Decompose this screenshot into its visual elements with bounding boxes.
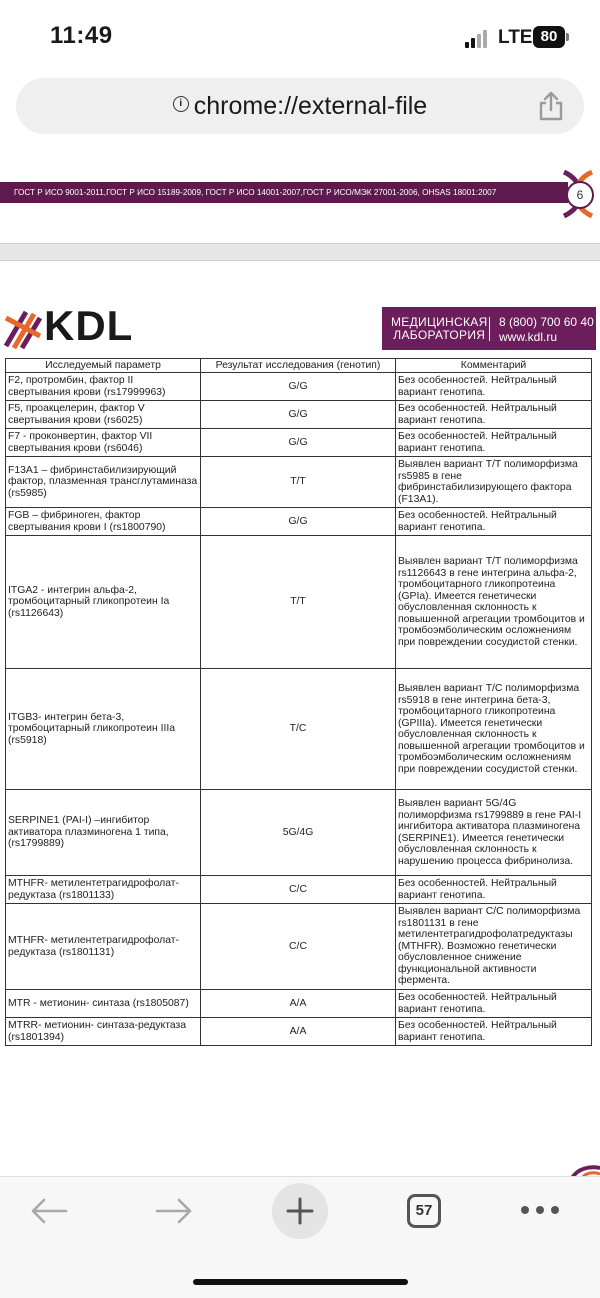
genotype-results-table (5, 358, 592, 1046)
table-row (6, 508, 592, 536)
result-cell: C/C (201, 904, 396, 990)
battery-tip (566, 33, 569, 41)
lab-banner (382, 307, 596, 350)
lab-divider (489, 317, 490, 341)
param-cell: F13A1 – фибринстабилизирующий фактор, плазменная трансглутаминаза (rs5985) (6, 457, 201, 508)
param-cell: SERPINE1 (PAI-I) –ингибитор активатора плазминогена 1 типа, (rs1799889) (6, 790, 201, 876)
result-cell: C/C (201, 876, 396, 904)
comment-cell: Выявлен вариант T/T полиморфизма rs5985 в гене фибринстабилизирующего фактора (F13A1). (396, 457, 592, 508)
signal-icon (465, 30, 493, 48)
lab-website: www.kdl.ru (499, 330, 558, 344)
param-cell: MTHFR- метилентетрагидрофолат-редуктаза (rs1801131) (6, 904, 201, 990)
table-row (6, 876, 592, 904)
share-icon[interactable] (536, 90, 566, 122)
param-cell: F2, протромбин, фактор II свертывания крови (rs17999963) (6, 373, 201, 401)
page-separator (0, 243, 600, 261)
comment-cell: Выявлен вариант 5G/4G полиморфизма rs1799889 в гене PAI-I ингибитора активатора плазминогена (SERPINE1). Имеется генетически обусловленная склонность к нарушению процесса фибринолиза. (396, 790, 592, 876)
comment-cell: Без особенностей. Нейтральный вариант генотипа. (396, 401, 592, 429)
table-row (6, 904, 592, 990)
column-header-comment: Комментарий (396, 359, 592, 373)
new-tab-button[interactable] (272, 1183, 328, 1239)
param-cell: ITGB3- интегрин бета-3, тромбоцитарный гликопротеин IIIa (rs5918) (6, 669, 201, 790)
forward-arrow-icon[interactable] (155, 1197, 193, 1225)
comment-cell: Без особенностей. Нейтральный вариант генотипа. (396, 1018, 592, 1046)
comment-cell: Без особенностей. Нейтральный вариант генотипа. (396, 990, 592, 1018)
result-cell: A/A (201, 990, 396, 1018)
status-bar (0, 0, 600, 70)
lab-line2: ЛАБОРАТОРИЯ (393, 328, 486, 342)
gost-footer: ГОСТ Р ИСО 9001-2011,ГОСТ Р ИСО 15189-2009, ГОСТ Р ИСО 14001-2007,ГОСТ Р ИСО/МЭК 27001-2006, OHSAS 18001:2007 (0, 182, 568, 203)
kdl-logo-icon (2, 306, 44, 350)
comment-cell: Без особенностей. Нейтральный вариант генотипа. (396, 373, 592, 401)
result-cell: T/T (201, 457, 396, 508)
table-row (6, 429, 592, 457)
table-row (6, 457, 592, 508)
lab-name (391, 316, 488, 342)
comment-cell: Выявлен вариант T/T полиморфизма rs1126643 в гене интегрина альфа-2, тромбоцитарного гликопротеина (GPIa). Имеется генетически обусловленная склонность к повышенной агрегации тромбоцитов и тромбоэмболическим осложнениям при повреждении сосудистой стенки. (396, 536, 592, 669)
table-row (6, 536, 592, 669)
result-cell: G/G (201, 401, 396, 429)
comment-cell: Выявлен вариант C/C полиморфизма rs1801131 в гене метилентетрагидрофолатредуктазы (MTHFR). Возможно генетически обусловленное снижение функциональной активности фермента. (396, 904, 592, 990)
url-text: chrome://external-file (193, 92, 428, 120)
table-row (6, 373, 592, 401)
address-bar[interactable] (16, 78, 584, 134)
result-cell: T/C (201, 669, 396, 790)
param-cell: ITGA2 - интегрин альфа-2, тромбоцитарный гликопротеин Ia (rs1126643) (6, 536, 201, 669)
comment-cell: Без особенностей. Нейтральный вариант генотипа. (396, 508, 592, 536)
result-cell: 5G/4G (201, 790, 396, 876)
brand-name: KDL (44, 302, 134, 349)
table-header-row (6, 359, 592, 373)
result-cell: A/A (201, 1018, 396, 1046)
lab-line1: МЕДИЦИНСКАЯ (391, 315, 488, 329)
battery-icon: 80 (533, 26, 565, 48)
plus-icon (286, 1197, 314, 1225)
result-cell: G/G (201, 508, 396, 536)
pdf-page-6 (0, 150, 600, 242)
param-cell: MTR - метионин- синтаза (rs1805087) (6, 990, 201, 1018)
param-cell: MTRR- метионин- синтаза-редуктаза (rs1801394) (6, 1018, 201, 1046)
table-row (6, 669, 592, 790)
url-display[interactable] (16, 92, 584, 121)
comment-cell: Без особенностей. Нейтральный вариант генотипа. (396, 429, 592, 457)
tab-switcher-button[interactable]: 57 (407, 1194, 441, 1228)
param-cell: F7 - проконвертин, фактор VII свертывания крови (rs6046) (6, 429, 201, 457)
comment-cell: Выявлен вариант T/C полиморфизма rs5918 в гене интегрина бета-3, тромбоцитарного гликопротеина (GPIIIa). Имеется генетически обусловленная склонность к повышенной агрегации тромбоцитов и тромбоэмболическим осложнениям при повреждении сосудистой стенки. (396, 669, 592, 790)
lab-phone: 8 (800) 700 60 40 (499, 315, 594, 329)
network-type: LTE (498, 27, 533, 48)
status-time: 11:49 (50, 22, 113, 49)
table-row (6, 401, 592, 429)
result-cell: G/G (201, 429, 396, 457)
page-number: 6 (566, 181, 594, 209)
result-cell: G/G (201, 373, 396, 401)
column-header-result: Результат исследования (генотип) (201, 359, 396, 373)
more-icon[interactable] (520, 1205, 560, 1215)
table-row (6, 790, 592, 876)
result-cell: T/T (201, 536, 396, 669)
column-header-parameter: Исследуемый параметр (6, 359, 201, 373)
param-cell: F5, проакцелерин, фактор V свертывания крови (rs6025) (6, 401, 201, 429)
home-indicator[interactable] (193, 1279, 408, 1285)
comment-cell: Без особенностей. Нейтральный вариант генотипа. (396, 876, 592, 904)
param-cell: MTHFR- метилентетрагидрофолат-редуктаза (rs1801133) (6, 876, 201, 904)
info-icon[interactable]: i (173, 96, 189, 112)
back-arrow-icon[interactable] (30, 1197, 68, 1225)
param-cell: FGB – фибриноген, фактор свертывания крови I (rs1800790) (6, 508, 201, 536)
table-row (6, 990, 592, 1018)
table-row (6, 1018, 592, 1046)
